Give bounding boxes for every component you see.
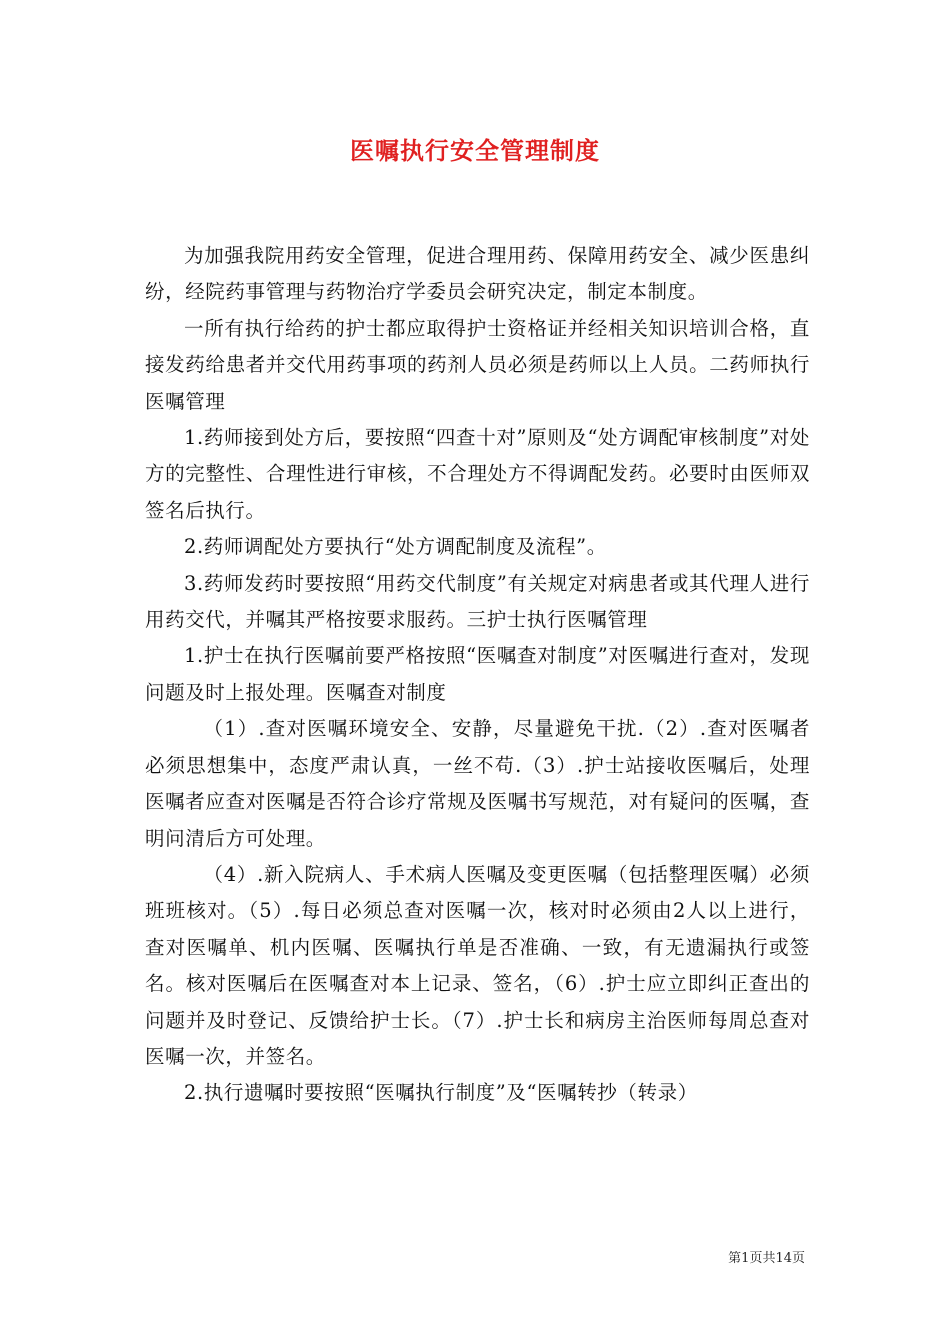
paragraph-nurse-1: 1.护士在执行医嘱前要严格按照“医嘱查对制度”对医嘱进行查对，发现问题及时上报处理。医嘱查对制度 [145, 644, 810, 704]
page-number: 第1页共14页 [728, 1251, 805, 1266]
paragraph-intro: 为加强我院用药安全管理，促进合理用药、保障用药安全、减少医患纠纷，经院药事管理与药物治疗学委员会研究决定，制定本制度。 [145, 244, 810, 304]
paragraph-check-items-1: （1）.查对医嘱环境安全、安静，尽量避免干扰.（2）.查对医嘱者必须思想集中，态度严肃认真，一丝不苟.（3）.护士站接收医嘱后，处理医嘱者应查对医嘱是否符合诊疗常规及医嘱书写规范，对有疑问的医嘱，查明问清后方可处理。 [145, 717, 810, 850]
document-body [145, 238, 810, 1112]
paragraph-section-1: 一所有执行给药的护士都应取得护士资格证并经相关知识培训合格，直接发药给患者并交代用药事项的药剂人员必须是药师以上人员。二药师执行医嘱管理 [145, 316, 810, 413]
paragraph-pharmacist-3: 3.药师发药时要按照“用药交代制度”有关规定对病患者或其代理人进行用药交代，并嘱其严格按要求服药。三护士执行医嘱管理 [145, 571, 810, 632]
paragraph-check-items-2: （4）.新入院病人、手术病人医嘱及变更医嘱（包括整理医嘱）必须班班核对。（5）.每日必须总查对医嘱一次，核对时必须由2人以上进行，查对医嘱单、机内医嘱、医嘱执行单是否准确、一致，有无遗漏执行或签名。核对医嘱后在医嘱查对本上记录、签名，（6）.护士应立即纠正查出的问题并及时登记、反馈给护士长。（7）.护士长和病房主治医师每周总查对医嘱一次，并签名。 [145, 862, 810, 1068]
paragraph-pharmacist-2: 2.药师调配处方要执行“处方调配制度及流程”。 [184, 535, 607, 559]
paragraph-pharmacist-1: 1.药师接到处方后，要按照“四查十对”原则及“处方调配审核制度”对处方的完整性、合理性进行审核，不合理处方不得调配发药。必要时由医师双签名后执行。 [145, 426, 810, 522]
document-title: 医嘱执行安全管理制度 [350, 136, 600, 165]
paragraph-nurse-2: 2.执行遗嘱时要按照“医嘱执行制度”及“医嘱转抄（转录） [184, 1081, 698, 1105]
